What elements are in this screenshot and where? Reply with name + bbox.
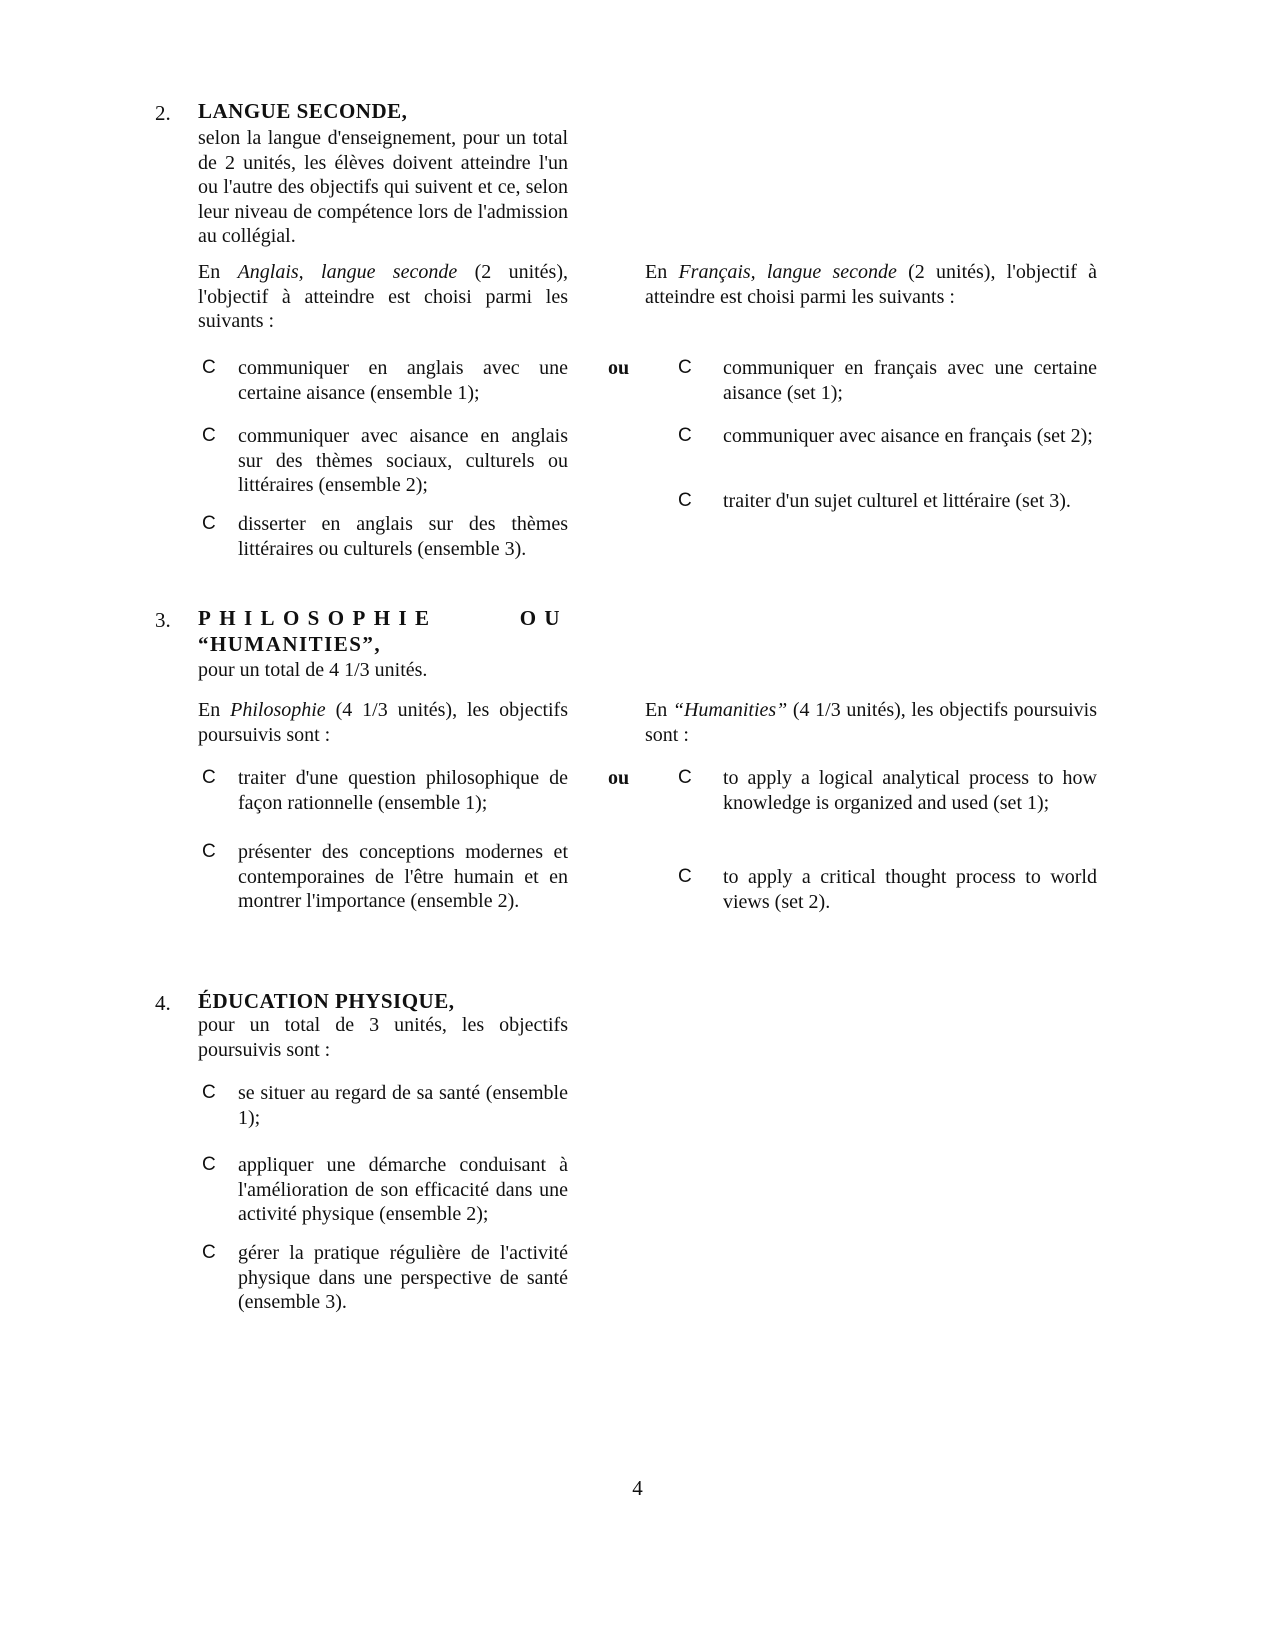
section-2-subtitle: selon la langue d'enseignement, pour un total de 2 unités, les élèves doivent atteindre l'un ou l'autre des objectifs qui suivent et ce, selon leur niveau de compétence lors de l'admission au collégial. [198,127,568,247]
section-4-title: ÉDUCATION PHYSIQUE, [198,989,455,1013]
section-2-right-intro [645,260,1097,309]
section-3-title-line2: “HUMANITIES”, [198,632,382,656]
bullet-text: communiquer en anglais avec une certaine aisance (ensemble 1); [238,357,568,404]
intro-suffix: (2 unités), l'objectif à atteindre est choisi parmi les suivants : [198,261,568,332]
intro-emphasis: “Humanities” [672,699,788,721]
or-connector: ou [608,357,630,379]
bullet-text: traiter d'une question philosophique de façon rationnelle (ensemble 1); [238,767,568,814]
section-2-title: LANGUE SECONDE, [198,99,408,123]
section-3-left-intro [198,698,568,747]
intro-suffix: (4 1/3 unités), les objectifs poursuivis sont : [645,699,1098,746]
bullet-item [202,1081,568,1130]
bullet-text: gérer la pratique régulière de l'activité physique dans une perspective de santé (ensemble 3). [238,1242,568,1313]
bullet-item [202,840,568,914]
bullet-marker: C [678,425,692,446]
bullet-item [678,865,1097,914]
intro-emphasis: Anglais, langue seconde [237,261,458,283]
bullet-marker: C [202,1082,216,1103]
bullet-item [678,424,1097,449]
bullet-marker: C [678,490,692,511]
section-3-title-line1 [198,605,568,631]
bullet-marker: C [678,767,692,788]
section-4-subtitle: pour un total de 3 unités, les objectifs poursuivis sont : [198,1014,568,1061]
intro-prefix: En [645,261,679,283]
bullet-text: disserter en anglais sur des thèmes littéraires ou culturels (ensemble 3). [238,513,568,560]
bullet-item [678,356,1097,405]
bullet-item [202,424,568,498]
bullet-item [202,356,568,405]
bullet-marker: C [202,513,216,534]
bullet-marker: C [202,841,216,862]
intro-suffix: (4 1/3 unités), les objectifs poursuivis sont : [198,699,569,746]
bullet-marker: C [202,767,216,788]
bullet-marker: C [202,1154,216,1175]
section-2-left-intro [198,260,568,334]
bullet-item [678,489,1097,514]
intro-suffix: (2 unités), l'objectif à atteindre est choisi parmi les suivants : [645,261,1098,308]
section-4-number: 4. [155,991,171,1015]
section-2-number: 2. [155,101,171,125]
bullet-text: communiquer avec aisance en anglais sur des thèmes sociaux, culturels ou littéraires (ensemble 2); [238,425,568,496]
section-3-title-word1: PHILOSOPHIE [198,606,438,630]
section-3-number: 3. [155,608,171,632]
bullet-text: traiter d'un sujet culturel et littéraire (set 3). [723,490,1071,512]
section-3-title-word2: OU [519,606,568,630]
intro-prefix: En [198,699,231,721]
section-3-right-intro [645,698,1097,747]
bullet-item [202,512,568,561]
bullet-text: communiquer avec aisance en français (set 2); [723,425,1093,447]
bullet-marker: C [678,357,692,378]
bullet-text: to apply a critical thought process to world views (set 2). [723,866,1097,913]
bullet-text: présenter des conceptions modernes et contemporaines de l'être humain et en montrer l'importance (ensemble 2). [238,841,568,912]
or-connector: ou [608,767,630,789]
bullet-text: appliquer une démarche conduisant à l'amélioration de son efficacité dans une activité physique (ensemble 2); [238,1154,568,1225]
intro-prefix: En [198,261,238,283]
bullet-text: communiquer en français avec une certaine aisance (set 1); [723,357,1097,404]
bullet-marker: C [202,357,216,378]
intro-emphasis: Philosophie [230,699,326,721]
bullet-marker: C [678,866,692,887]
page-number: 4 [632,1476,643,1500]
bullet-marker: C [202,1242,216,1263]
bullet-item [202,1241,568,1315]
bullet-text: to apply a logical analytical process to how knowledge is organized and used (set 1); [723,767,1097,814]
section-3-subtitle: pour un total de 4 1/3 unités. [198,659,428,681]
intro-emphasis: Français, langue seconde [678,261,897,283]
bullet-item [678,766,1097,815]
bullet-item [202,1153,568,1227]
bullet-marker: C [202,425,216,446]
bullet-text: se situer au regard de sa santé (ensemble 1); [238,1082,568,1129]
intro-prefix: En [645,699,673,721]
bullet-item [202,766,568,815]
